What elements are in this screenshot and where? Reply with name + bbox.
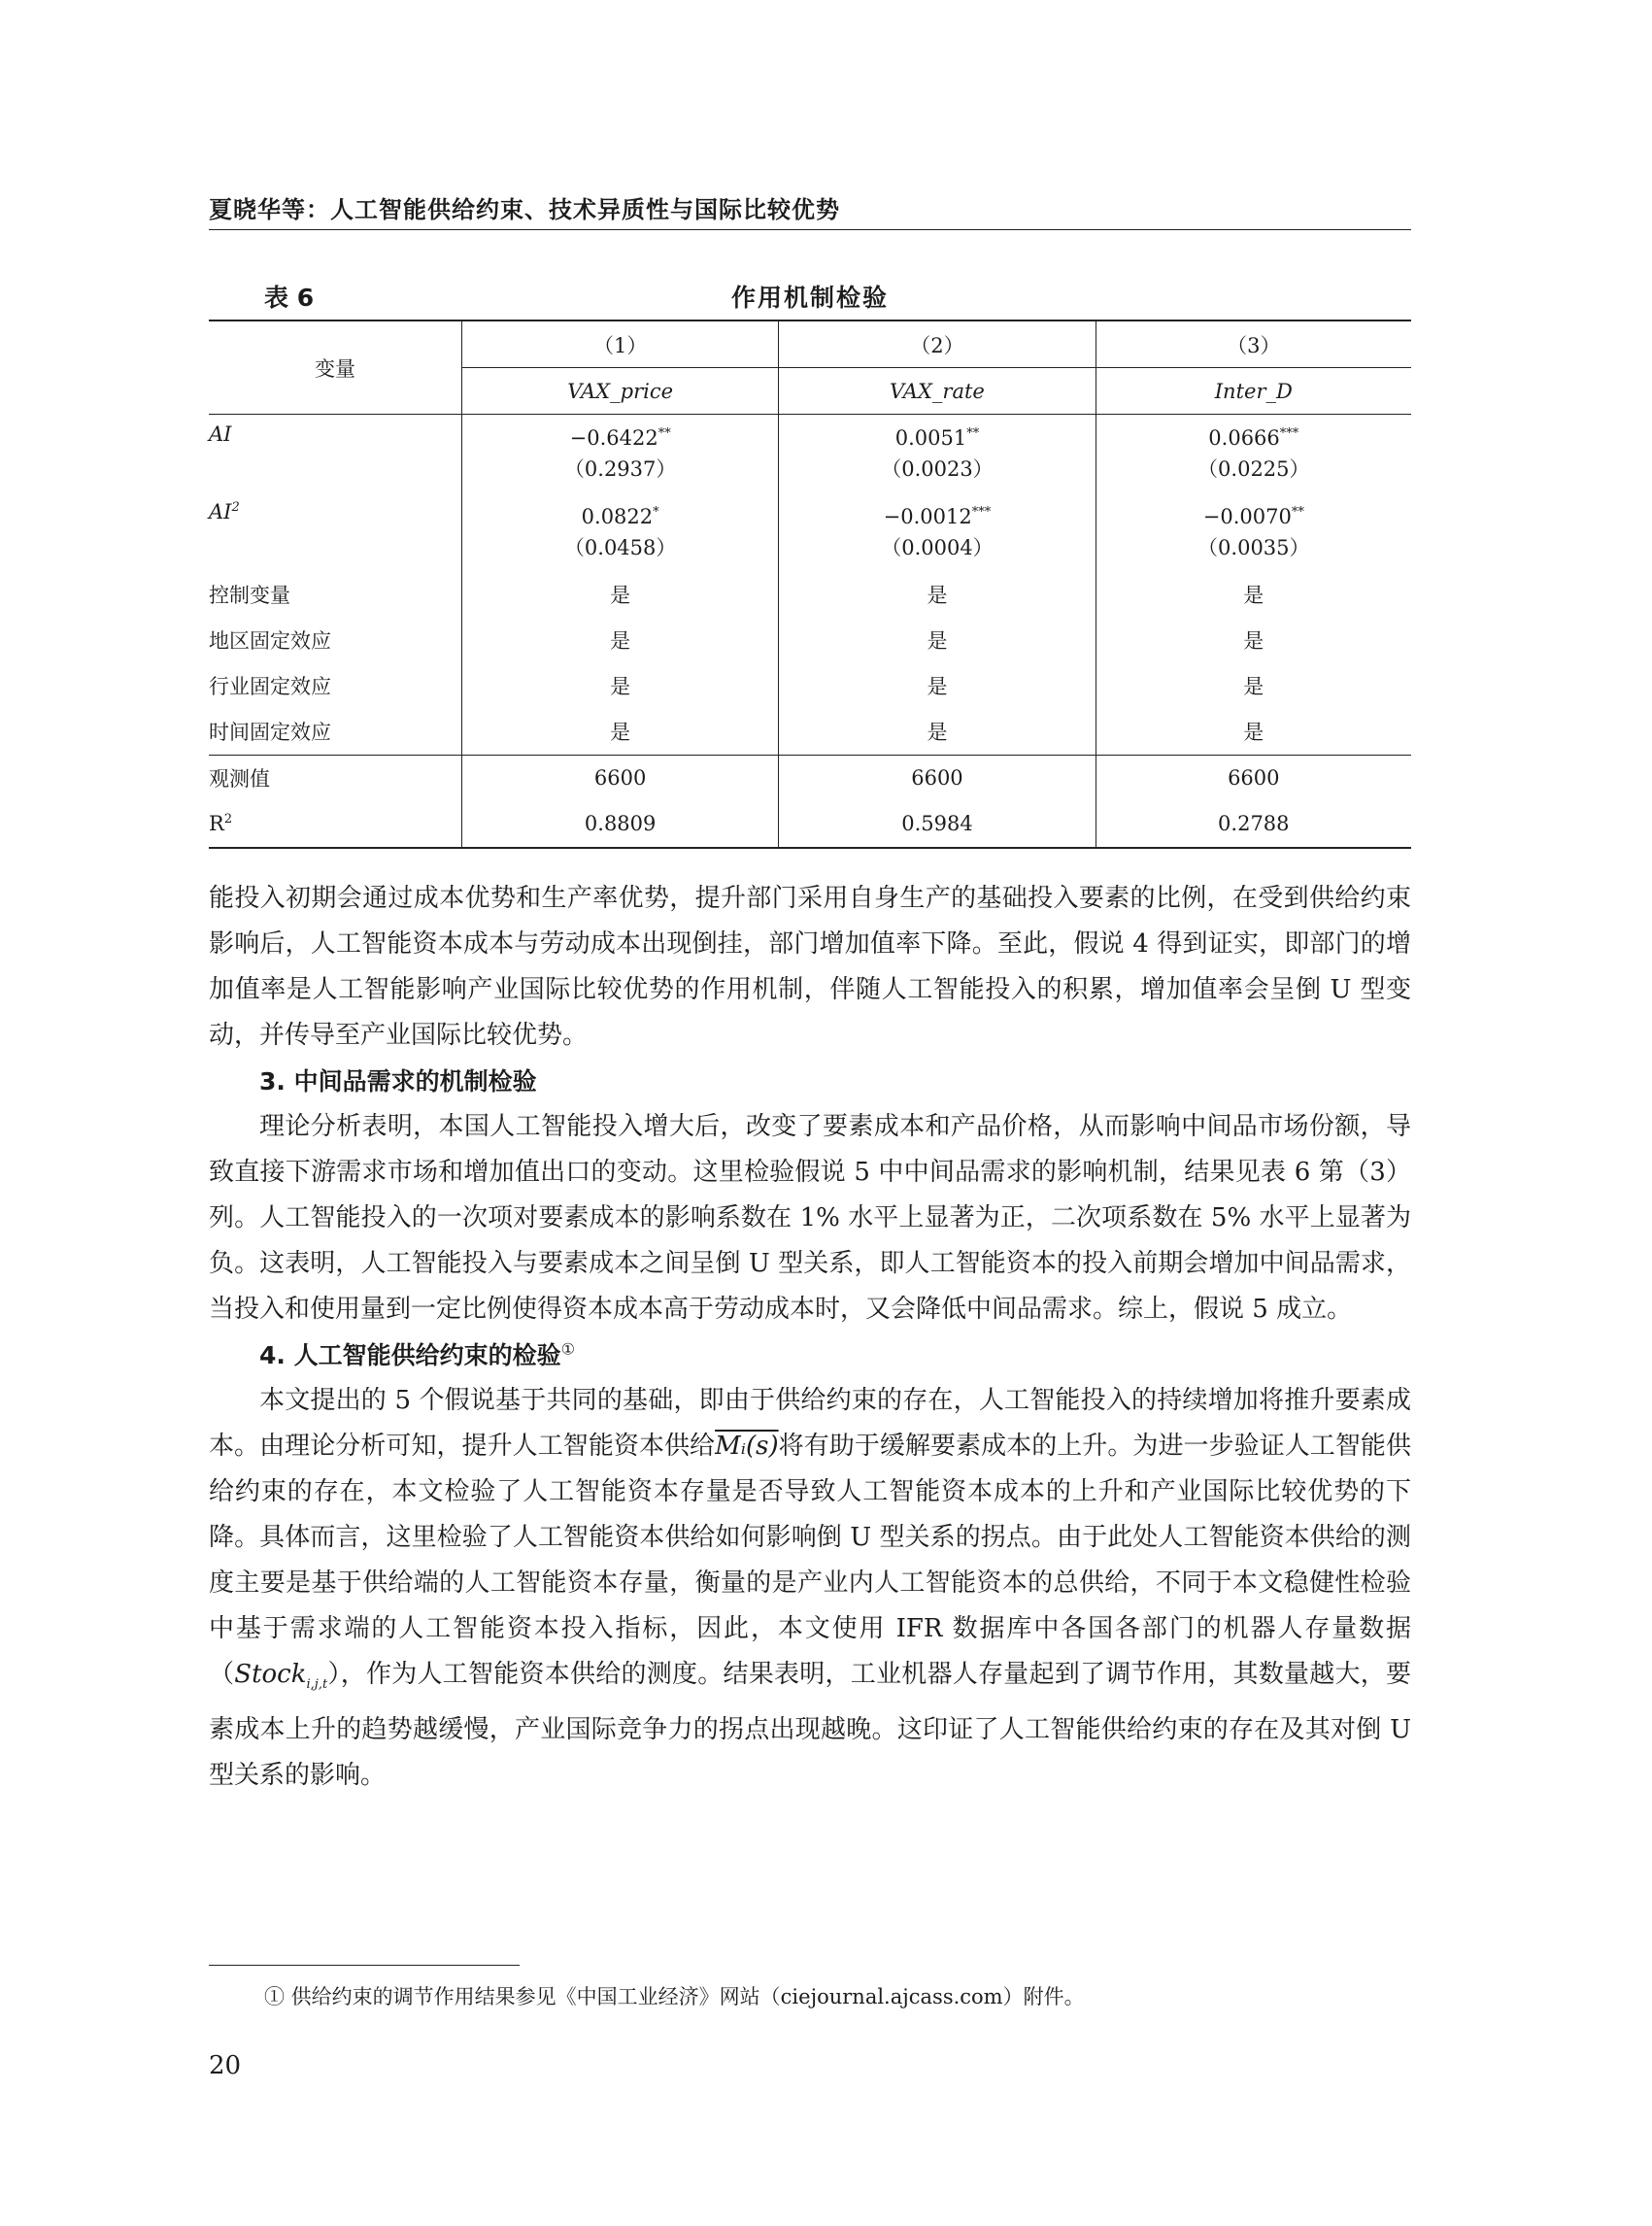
footnote-rule: [209, 1965, 520, 1966]
section-heading-3: 3. 中间品需求的机制检验: [259, 1067, 537, 1096]
col-name-2: VAX_rate: [779, 368, 1096, 415]
running-head: 夏晓华等：人工智能供给约束、技术异质性与国际比较优势: [209, 196, 840, 223]
cell-r-squared-1: 0.8809: [462, 801, 779, 848]
row-label-ai: AI: [209, 415, 462, 492]
footnote: ① 供给约束的调节作用结果参见《中国工业经济》网站（ciejournal.ajcass.com）附件。: [264, 1985, 1085, 2008]
cell-region-fe-2: 是: [779, 618, 1096, 663]
cell-r-squared-2: 0.5984: [779, 801, 1096, 848]
cell-time-fe-1: 是: [462, 709, 779, 756]
cell-region-fe-3: 是: [1096, 618, 1411, 663]
footnote-marker: ①: [560, 1339, 575, 1359]
table-caption: 表 6: [264, 284, 315, 312]
row-label-region-fe: 地区固定效应: [209, 629, 331, 653]
cell-time-fe-3: 是: [1096, 709, 1411, 756]
cell-ai2-2: −0.0012*** （0.0004）: [779, 492, 1096, 572]
row-label-controls: 控制变量: [209, 584, 290, 607]
cell-ai-2: 0.0051** （0.0023）: [779, 415, 1096, 492]
cell-observations-2: 6600: [779, 755, 1096, 801]
cell-time-fe-2: 是: [779, 709, 1096, 756]
cell-controls-1: 是: [462, 572, 779, 618]
row-label-time-fe: 时间固定效应: [209, 721, 331, 744]
header-rule: [209, 229, 1411, 230]
cell-ai2-3: −0.0070** （0.0035）: [1096, 492, 1411, 572]
cell-r-squared-3: 0.2788: [1096, 801, 1411, 848]
col-name-3: Inter_D: [1096, 368, 1411, 415]
cell-ai2-1: 0.0822* （0.0458）: [462, 492, 779, 572]
cell-region-fe-1: 是: [462, 618, 779, 663]
section-heading-4: 4. 人工智能供给约束的检验①: [259, 1339, 575, 1369]
row-label-observations: 观测值: [209, 755, 462, 801]
cell-controls-2: 是: [779, 572, 1096, 618]
supply-symbol: Mᵢ(s): [715, 1432, 779, 1461]
cell-observations-3: 6600: [1096, 755, 1411, 801]
body-text: [209, 876, 1411, 1799]
cell-ai-3: 0.0666*** （0.0225）: [1096, 415, 1411, 492]
mechanism-test-table: [209, 320, 1411, 849]
paragraph-3: 本文提出的 5 个假说基于共同的基础，即由于供给约束的存在，人工智能投入的持续增加将推升要素成本。由理论分析可知，提升人工智能资本供给Mᵢ(s)将有助于缓解要素成本的上升。为进一步验证人工智能供给约束的存在，本文检验了人工智能资本存量是否导致人工智能资本成本的上升和产业国际比较优势的下降。具体而言，这里检验了人工智能资本供给如何影响倒 U 型关系的拐点。由于此处人工智能资本供给的测度主要是基于供给端的人工智能资本存量，衡量的是产业内人工智能资本的总供给，不同于本文稳健性检验中基于需求端的人工智能资本投入指标，因此，本文使用 IFR 数据库中各国各部门的机器人存量数据（Stock$_{i,j,t}$），作为人工智能资本供给的测度。结果表明，工业机器人存量起到了调节作用，其数量越大，要素成本上升的趋势越缓慢，产业国际竞争力的拐点出现越晚。这印证了人工智能供给约束的存在及其对倒 U 型关系的影响。: [209, 1386, 1411, 1791]
cell-observations-1: 6600: [462, 755, 779, 801]
col-number-1: （1）: [462, 320, 779, 368]
page-number: 20: [209, 2051, 242, 2080]
cell-ai-1: −0.6422** （0.2937）: [462, 415, 779, 492]
table-title: 作用机制检验: [730, 284, 889, 312]
cell-industry-fe-2: 是: [779, 663, 1096, 709]
col-name-1: VAX_price: [462, 368, 779, 415]
row-label-ai-squared: $AI^2$: [209, 499, 240, 523]
row-label-r-squared: $R^2$: [209, 801, 462, 848]
paragraph-1: 能投入初期会通过成本优势和生产率优势，提升部门采用自身生产的基础投入要素的比例，在受到供给约束影响后，人工智能资本成本与劳动成本出现倒挂，部门增加值率下降。至此，假说 4 得到证实，即部门的增加值率是人工智能影响产业国际比较优势的作用机制，伴随人工智能投入的积累，增加值率会呈倒 U 型变动，并传导至产业国际比较优势。: [209, 884, 1411, 1050]
col-number-3: （3）: [1096, 320, 1411, 368]
cell-controls-3: 是: [1096, 572, 1411, 618]
cell-industry-fe-1: 是: [462, 663, 779, 709]
paragraph-2: 理论分析表明，本国人工智能投入增大后，改变了要素成本和产品价格，从而影响中间品市场份额，导致直接下游需求市场和增加值出口的变动。这里检验假说 5 中中间品需求的影响机制，结果见表 6 第（3）列。人工智能投入的一次项对要素成本的影响系数在 1% 水平上显著为正，二次项系数在 5% 水平上显著为负。这表明，人工智能投入与要素成本之间呈倒 U 型关系，即人工智能资本的投入前期会增加中间品需求，当投入和使用量到一定比例使得资本成本高于劳动成本时，又会降低中间品需求。综上，假说 5 成立。: [209, 1112, 1411, 1324]
col-number-2: （2）: [779, 320, 1096, 368]
variable-header: 变量: [209, 320, 462, 415]
cell-industry-fe-3: 是: [1096, 663, 1411, 709]
stock-symbol: Stock$_{i,j,t}$: [234, 1660, 328, 1693]
row-label-industry-fe: 行业固定效应: [209, 675, 331, 698]
